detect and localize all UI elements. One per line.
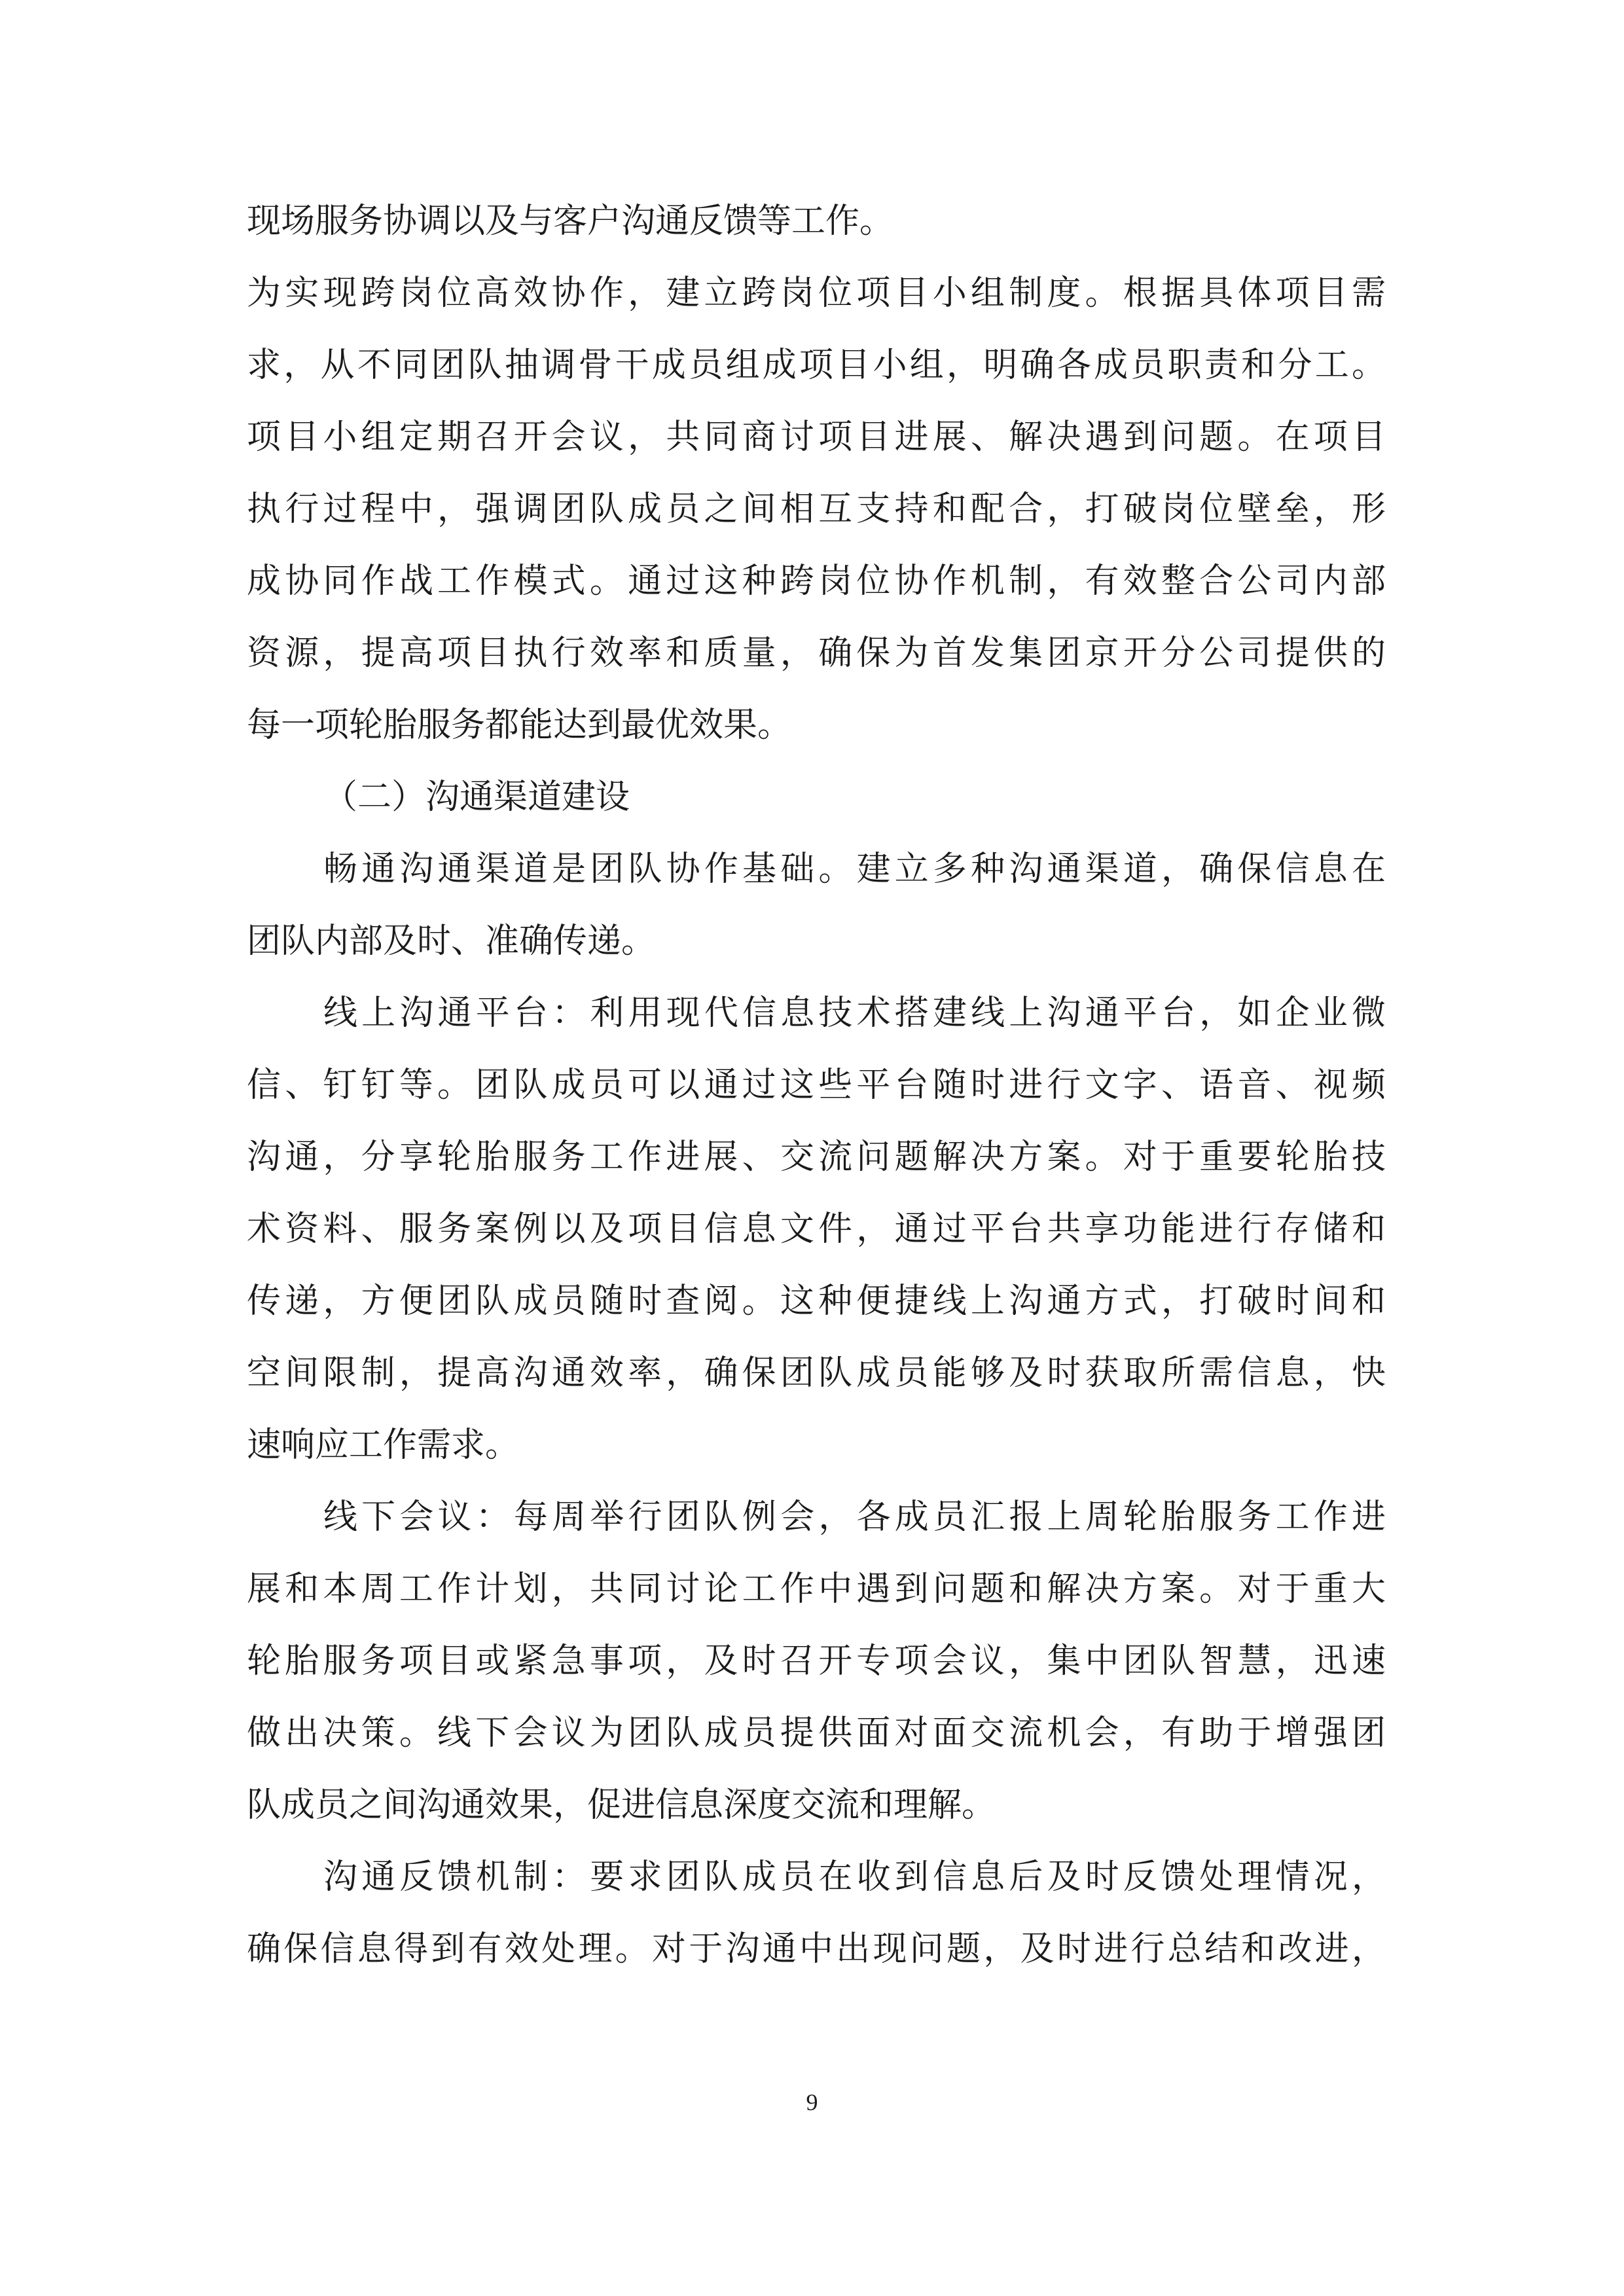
text-line: 沟通，分享轮胎服务工作进展、交流问题解决方案。对于重要轮胎技 (247, 1138, 1386, 1177)
text-line: 展和本周工作计划，共同讨论工作中遇到问题和解决方案。对于重大 (247, 1570, 1386, 1609)
text-line: 畅通沟通渠道是团队协作基础。建立多种沟通渠道，确保信息在 (323, 850, 1386, 889)
text-line: 轮胎服务项目或紧急事项，及时召开专项会议，集中团队智慧，迅速 (247, 1641, 1386, 1681)
text-line: 团队内部及时、准确传递。 (247, 922, 656, 961)
text-line: 现场服务协调以及与客户沟通反馈等工作。 (247, 202, 894, 241)
text-line: 做出决策。线下会议为团队成员提供面对面交流机会，有助于增强团 (247, 1713, 1386, 1753)
text-line: 确保信息得到有效处理。对于沟通中出现问题，及时进行总结和改进， (247, 1929, 1386, 1969)
text-line: 线上沟通平台：利用现代信息技术搭建线上沟通平台，如企业微 (323, 994, 1386, 1033)
text-line: 空间限制，提高沟通效率，确保团队成员能够及时获取所需信息，快 (247, 1354, 1386, 1393)
text-line: 为实现跨岗位高效协作，建立跨岗位项目小组制度。根据具体项目需 (247, 274, 1386, 313)
text-line: 术资料、服务案例以及项目信息文件，通过平台共享功能进行存储和 (247, 1210, 1386, 1249)
text-line: 传递，方便团队成员随时查阅。这种便捷线上沟通方式，打破时间和 (247, 1282, 1386, 1321)
page-number: 9 (806, 2089, 818, 2115)
text-line: 速响应工作需求。 (247, 1426, 520, 1465)
text-line: 资源，提高项目执行效率和质量，确保为首发集团京开分公司提供的 (247, 634, 1386, 673)
text-line: 队成员之间沟通效果，促进信息深度交流和理解。 (247, 1785, 996, 1825)
text-line: 项目小组定期召开会议，共同商讨项目进展、解决遇到问题。在项目 (247, 418, 1386, 457)
text-line: 信、钉钉等。团队成员可以通过这些平台随时进行文字、语音、视频 (247, 1066, 1386, 1105)
section-heading: （二）沟通渠道建设 (323, 778, 630, 817)
text-line: 每一项轮胎服务都能达到最优效果。 (247, 706, 792, 745)
text-line: 求，从不同团队抽调骨干成员组成项目小组，明确各成员职责和分工。 (247, 346, 1386, 385)
text-line: 沟通反馈机制：要求团队成员在收到信息后及时反馈处理情况， (323, 1857, 1386, 1897)
text-line: 成协同作战工作模式。通过这种跨岗位协作机制，有效整合公司内部 (247, 562, 1386, 601)
text-line: 执行过程中，强调团队成员之间相互支持和配合，打破岗位壁垒，形 (247, 490, 1386, 529)
text-line: 线下会议：每周举行团队例会，各成员汇报上周轮胎服务工作进 (323, 1498, 1386, 1537)
